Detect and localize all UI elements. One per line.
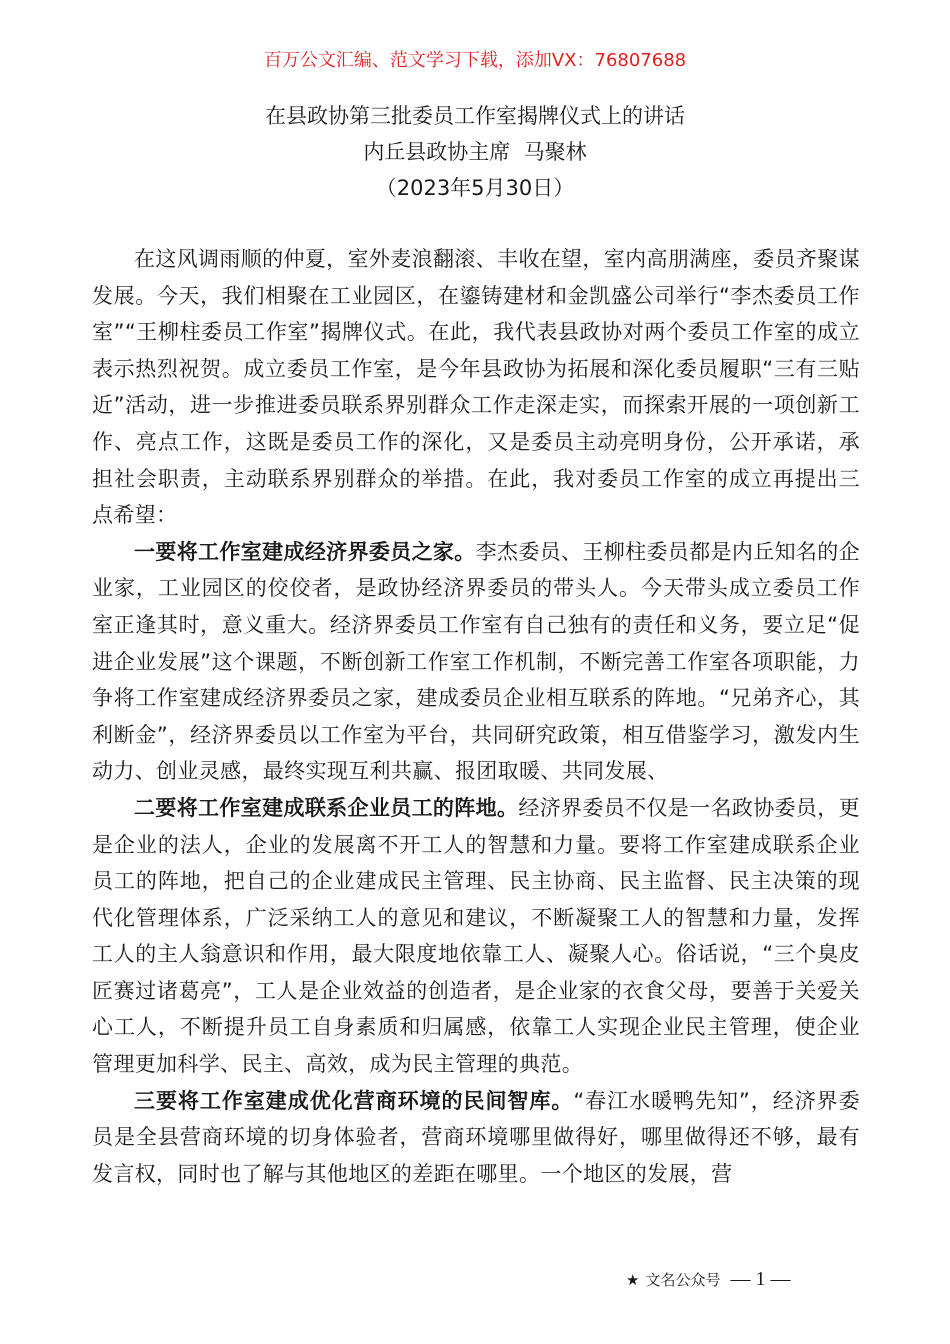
paragraph-text: 在这风调雨顺的仲夏，室外麦浪翻滚、丰收在望，室内高朋满座，委员齐聚谋发展。今天，我们相聚在工业园区，在鎏铸建材和金凯盛公司举行“李杰委员工作室”“王柳柱委员工作室”揭牌仪式。在此，我代表县政协对两个委员工作室的成立表示热烈祝贺。成立委员工作室，是今年县政协为拓展和深化委员履职“三有三贴近”活动，进一步推进委员联系界别群众工作走深走实，而探索开展的一项创新工作、亮点工作，这既是委员工作的深化，又是委员主动亮明身份，公开承诺，承担社会职责，主动联系界别群众的举措。在此，我对委员工作室的成立再提出三点希望： bbox=[92, 247, 860, 528]
paragraph-point-2 bbox=[92, 790, 860, 1083]
paragraph-lead: 一要将工作室建成经济界委员之家。 bbox=[134, 539, 476, 564]
document-body bbox=[92, 241, 860, 1192]
paragraph-point-1 bbox=[92, 534, 860, 790]
paragraph-text: 经济界委员不仅是一名政协委员，更是企业的法人，企业的发展离不开工人的智慧和力量。要将工作室建成联系企业员工的阵地，把自己的企业建成民主管理、民主协商、民主监督、民主决策的现代化管理体系，广泛采纳工人的意见和建议，不断凝聚工人的智慧和力量，发挥工人的主人翁意识和作用，最大限度地依靠工人、凝聚人心。俗话说，“三个臭皮匠赛过诸葛亮”，工人是企业效益的创造者，是企业家的衣食父母，要善于关爱关心工人，不断提升员工自身素质和归属感，依靠工人实现企业民主管理，使企业管理更加科学、民主、高效，成为民主管理的典范。 bbox=[92, 795, 860, 1077]
footer-source: 文名公众号 bbox=[645, 1271, 721, 1289]
paragraph-text: “春江水暖鸭先知”，经济界委员是全县营商环境的切身体验者，营商环境哪里做得好，哪里做得还不够，最有发言权，同时也了解与其他地区的差距在哪里。一个地区的发展，营 bbox=[92, 1088, 860, 1186]
paragraph-lead: 二要将工作室建成联系企业员工的阵地。 bbox=[134, 795, 519, 820]
speech-date: （2023年5月30日） bbox=[375, 176, 575, 200]
speaker-line: 内丘县政协主席 马聚林 bbox=[363, 140, 587, 164]
paragraph-intro bbox=[92, 241, 860, 534]
document-header bbox=[0, 98, 950, 206]
page-footer bbox=[626, 1268, 790, 1291]
document-title: 在县政协第三批委员工作室揭牌仪式上的讲话 bbox=[265, 104, 685, 128]
watermark-banner: 百万公文汇编、范文学习下载，添加VX：76807688 bbox=[263, 50, 687, 71]
paragraph-text: 李杰委员、王柳柱委员都是内丘知名的企业家，工业园区的佼佼者，是政协经济界委员的带头人。今天带头成立委员工作室正逢其时，意义重大。经济界委员工作室有自己独有的责任和义务，要立足“促进企业发展”这个课题，不断创新工作室工作机制，不断完善工作室各项职能，力争将工作室建成经济界委员之家，建成委员企业相互联系的阵地。“兄弟齐心，其利断金”，经济界委员以工作室为平台，共同研究政策，相互借鉴学习，激发内生动力、创业灵感，最终实现互利共赢、报团取暖、共同发展、 bbox=[92, 539, 860, 784]
star-icon: ★ bbox=[626, 1271, 640, 1289]
paragraph-lead: 三要将工作室建成优化营商环境的民间智库。 bbox=[134, 1088, 574, 1113]
paragraph-point-3 bbox=[92, 1083, 860, 1193]
page-number: — 1 — bbox=[730, 1268, 791, 1290]
